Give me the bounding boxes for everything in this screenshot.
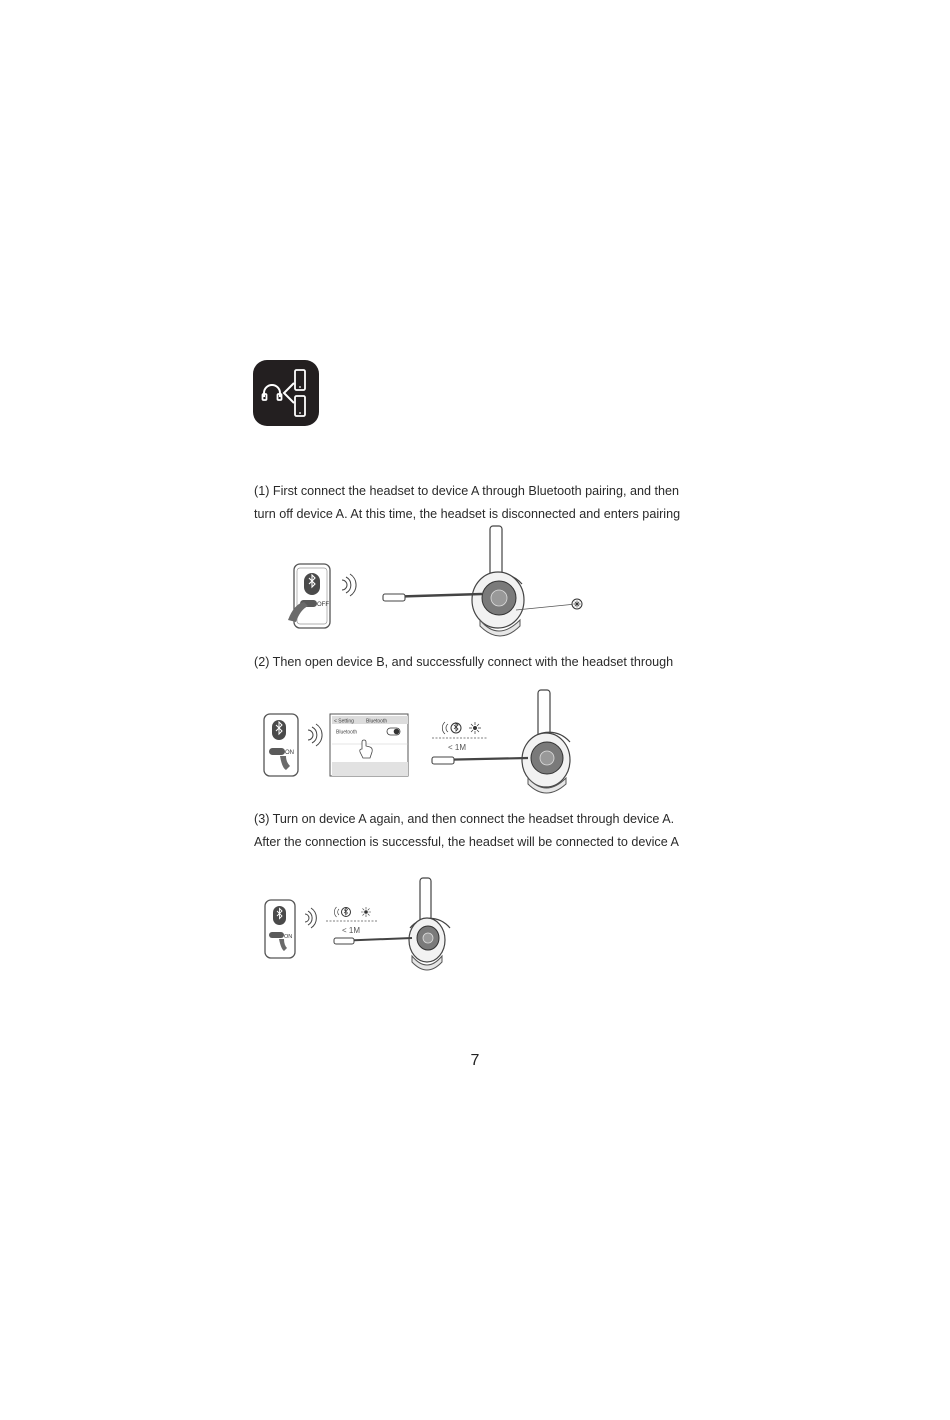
headset-illustration [432,690,570,793]
page-number: 7 [470,1052,480,1069]
distance-label: < 1M [342,926,361,935]
step-1-line-2: turn off device A. At this time, the headset is disconnected and enters pairing [254,507,681,521]
switch-on-label: ON [285,750,294,756]
figure-step-2 [262,686,592,802]
step-3-line-2: After the connection is successful, the headset will be connected to device A [254,835,679,849]
phone-icon [265,900,295,958]
signal-waves-icon [305,908,316,928]
settings-row-label: Bluetooth [336,729,358,736]
bluetooth-led-indicator [432,722,488,738]
step-2-line-1: (2) Then open device B, and successfully connect with the headset through [254,655,674,669]
signal-waves-icon [308,724,322,746]
settings-title: Bluetooth [366,718,388,725]
switch-on-label: ON [284,934,293,940]
phone-icon [288,564,330,628]
step-1-line-1: (1) First connect the headset to device A through Bluetooth pairing, and then [254,484,679,498]
figure-step-2-svg [262,686,592,802]
step-2-text [254,651,724,674]
switch-off-label: OFF [317,602,329,608]
distance-label: < 1M [448,743,467,752]
step-3-text [254,808,724,854]
bluetooth-led-indicator [326,907,378,921]
figure-step-1 [280,524,600,646]
step-3-line-1: (3) Turn on device A again, and then connect the headset through device A. [254,812,675,826]
figure-step-3-svg [262,874,462,982]
signal-waves-icon [342,574,356,596]
phone-icon [264,714,298,776]
headset-illustration [383,526,582,636]
figure-step-3 [262,874,462,982]
step-1-text [254,480,724,526]
settings-back-label: < Setting [334,718,354,725]
headset-illustration [334,878,450,970]
multipoint-connection-icon [253,360,319,426]
figure-step-1-svg [280,524,600,646]
